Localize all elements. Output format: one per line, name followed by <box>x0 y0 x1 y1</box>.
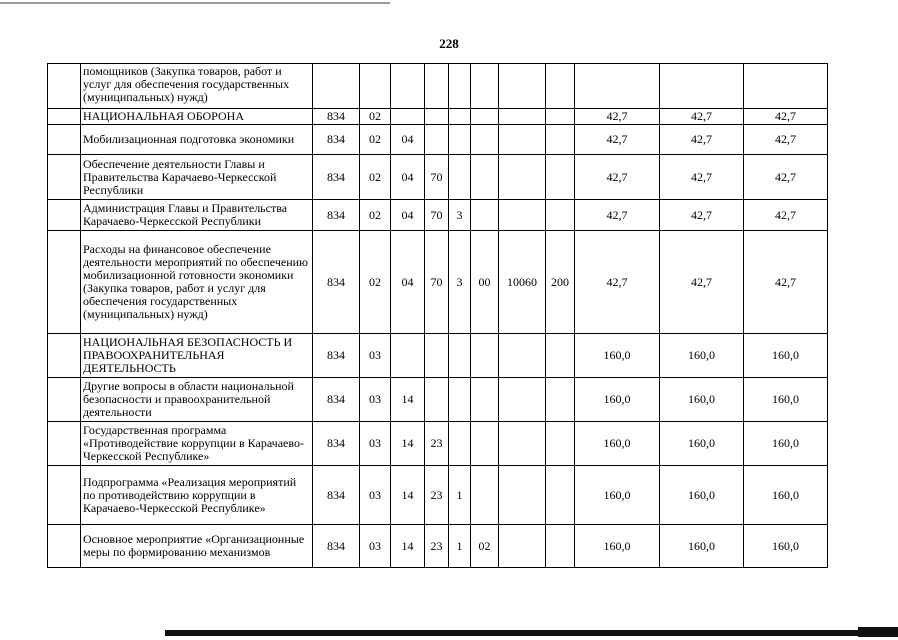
pr-cell: 14 <box>391 378 425 422</box>
amount-cell-1: 42,7 <box>575 200 660 231</box>
amount-cell-1: 42,7 <box>575 125 660 155</box>
vr-cell <box>546 525 575 568</box>
direction-cell: 10060 <box>499 231 546 334</box>
program-cell: 70 <box>425 231 449 334</box>
table-row <box>48 525 828 568</box>
row-name: Обеспечение деятельности Главы и Правительства Карачаево-Черкесской Республики <box>81 155 313 200</box>
amount-cell-2: 42,7 <box>660 109 744 125</box>
table-row <box>48 334 828 378</box>
blank-cell <box>48 525 81 568</box>
subprogram-cell: 1 <box>449 525 471 568</box>
subprogram-cell <box>449 334 471 378</box>
amount-cell-2: 160,0 <box>660 378 744 422</box>
pr-cell: 14 <box>391 466 425 525</box>
program-cell <box>425 378 449 422</box>
table-row <box>48 378 828 422</box>
amount-cell-1: 42,7 <box>575 155 660 200</box>
amount-cell-2: 42,7 <box>660 231 744 334</box>
amount-cell-3 <box>744 64 828 109</box>
program-cell: 23 <box>425 422 449 466</box>
blank-cell <box>48 109 81 125</box>
amount-cell-1: 160,0 <box>575 334 660 378</box>
table-row <box>48 466 828 525</box>
amount-cell-3: 42,7 <box>744 125 828 155</box>
event-cell <box>471 334 499 378</box>
subprogram-cell <box>449 422 471 466</box>
amount-cell-1: 160,0 <box>575 422 660 466</box>
vr-cell <box>546 334 575 378</box>
vr-cell <box>546 64 575 109</box>
vr-cell <box>546 155 575 200</box>
rz-cell: 02 <box>360 231 391 334</box>
ved-cell: 834 <box>313 378 360 422</box>
row-name: НАЦИОНАЛЬНАЯ БЕЗОПАСНОСТЬ И ПРАВООХРАНИТЕЛЬНАЯ ДЕЯТЕЛЬНОСТЬ <box>81 334 313 378</box>
row-name: помощников (Закупка товаров, работ и услуг для обеспечения государственных (муниципальных) нужд) <box>81 64 313 109</box>
event-cell <box>471 125 499 155</box>
rz-cell: 03 <box>360 334 391 378</box>
vr-cell: 200 <box>546 231 575 334</box>
pr-cell: 04 <box>391 200 425 231</box>
amount-cell-2: 42,7 <box>660 200 744 231</box>
program-cell <box>425 64 449 109</box>
amount-cell-3: 160,0 <box>744 334 828 378</box>
rz-cell: 03 <box>360 525 391 568</box>
scan-bottom-bar <box>165 630 898 636</box>
vr-cell <box>546 200 575 231</box>
rz-cell: 02 <box>360 155 391 200</box>
row-name: Мобилизационная подготовка экономики <box>81 125 313 155</box>
event-cell <box>471 378 499 422</box>
subprogram-cell <box>449 64 471 109</box>
pr-cell <box>391 64 425 109</box>
amount-cell-3: 160,0 <box>744 525 828 568</box>
rz-cell: 03 <box>360 422 391 466</box>
program-cell: 23 <box>425 466 449 525</box>
direction-cell <box>499 155 546 200</box>
budget-table <box>47 63 828 568</box>
vr-cell <box>546 109 575 125</box>
event-cell <box>471 109 499 125</box>
amount-cell-1: 42,7 <box>575 231 660 334</box>
amount-cell-2: 42,7 <box>660 155 744 200</box>
amount-cell-1: 160,0 <box>575 466 660 525</box>
subprogram-cell <box>449 155 471 200</box>
amount-cell-2 <box>660 64 744 109</box>
rz-cell: 02 <box>360 109 391 125</box>
event-cell: 00 <box>471 231 499 334</box>
pr-cell: 04 <box>391 231 425 334</box>
table-row <box>48 231 828 334</box>
row-name: Расходы на финансовое обеспечение деятельности мероприятий по обеспечению мобилизационной готовности экономики (Закупка товаров, работ и услуг для обеспечения государственных (муниципальных) нужд) <box>81 231 313 334</box>
pr-cell <box>391 334 425 378</box>
rz-cell: 03 <box>360 466 391 525</box>
scan-edge-line <box>0 2 390 4</box>
rz-cell: 03 <box>360 378 391 422</box>
ved-cell: 834 <box>313 200 360 231</box>
blank-cell <box>48 466 81 525</box>
table-row <box>48 200 828 231</box>
subprogram-cell <box>449 125 471 155</box>
amount-cell-3: 42,7 <box>744 109 828 125</box>
program-cell <box>425 125 449 155</box>
amount-cell-3: 160,0 <box>744 378 828 422</box>
pr-cell: 14 <box>391 422 425 466</box>
row-name: Подпрограмма «Реализация мероприятий по противодействию коррупции в Карачаево-Черкесской Республике» <box>81 466 313 525</box>
amount-cell-2: 42,7 <box>660 125 744 155</box>
direction-cell <box>499 109 546 125</box>
amount-cell-2: 160,0 <box>660 466 744 525</box>
direction-cell <box>499 466 546 525</box>
pr-cell: 04 <box>391 125 425 155</box>
amount-cell-3: 42,7 <box>744 231 828 334</box>
amount-cell-2: 160,0 <box>660 525 744 568</box>
amount-cell-2: 160,0 <box>660 422 744 466</box>
ved-cell: 834 <box>313 525 360 568</box>
amount-cell-3: 160,0 <box>744 466 828 525</box>
subprogram-cell: 3 <box>449 231 471 334</box>
direction-cell <box>499 422 546 466</box>
row-name: НАЦИОНАЛЬНАЯ ОБОРОНА <box>81 109 313 125</box>
ved-cell <box>313 64 360 109</box>
table-row <box>48 109 828 125</box>
ved-cell: 834 <box>313 231 360 334</box>
program-cell: 70 <box>425 200 449 231</box>
event-cell <box>471 64 499 109</box>
blank-cell <box>48 64 81 109</box>
program-cell <box>425 109 449 125</box>
amount-cell-1: 160,0 <box>575 378 660 422</box>
event-cell <box>471 200 499 231</box>
ved-cell: 834 <box>313 466 360 525</box>
blank-cell <box>48 334 81 378</box>
table-row <box>48 422 828 466</box>
direction-cell <box>499 200 546 231</box>
direction-cell <box>499 125 546 155</box>
vr-cell <box>546 422 575 466</box>
program-cell: 70 <box>425 155 449 200</box>
rz-cell: 02 <box>360 200 391 231</box>
amount-cell-1: 42,7 <box>575 109 660 125</box>
row-name: Основное мероприятие «Организационные меры по формированию механизмов <box>81 525 313 568</box>
pr-cell: 04 <box>391 155 425 200</box>
vr-cell <box>546 125 575 155</box>
direction-cell <box>499 378 546 422</box>
blank-cell <box>48 200 81 231</box>
event-cell <box>471 422 499 466</box>
direction-cell <box>499 334 546 378</box>
event-cell <box>471 155 499 200</box>
event-cell: 02 <box>471 525 499 568</box>
row-name: Другие вопросы в области национальной безопасности и правоохранительной деятельности <box>81 378 313 422</box>
direction-cell <box>499 64 546 109</box>
ved-cell: 834 <box>313 125 360 155</box>
rz-cell: 02 <box>360 125 391 155</box>
blank-cell <box>48 378 81 422</box>
table-row <box>48 64 828 109</box>
subprogram-cell <box>449 378 471 422</box>
ved-cell: 834 <box>313 109 360 125</box>
blank-cell <box>48 125 81 155</box>
blank-cell <box>48 422 81 466</box>
table-row <box>48 155 828 200</box>
rz-cell <box>360 64 391 109</box>
amount-cell-2: 160,0 <box>660 334 744 378</box>
amount-cell-1: 160,0 <box>575 525 660 568</box>
program-cell <box>425 334 449 378</box>
amount-cell-3: 42,7 <box>744 155 828 200</box>
page-number: 228 <box>439 36 459 51</box>
blank-cell <box>48 155 81 200</box>
pr-cell: 14 <box>391 525 425 568</box>
event-cell <box>471 466 499 525</box>
row-name: Администрация Главы и Правительства Карачаево-Черкесской Республики <box>81 200 313 231</box>
subprogram-cell <box>449 109 471 125</box>
pr-cell <box>391 109 425 125</box>
subprogram-cell: 3 <box>449 200 471 231</box>
vr-cell <box>546 378 575 422</box>
ved-cell: 834 <box>313 422 360 466</box>
ved-cell: 834 <box>313 334 360 378</box>
ved-cell: 834 <box>313 155 360 200</box>
direction-cell <box>499 525 546 568</box>
blank-cell <box>48 231 81 334</box>
table-row <box>48 125 828 155</box>
subprogram-cell: 1 <box>449 466 471 525</box>
row-name: Государственная программа «Противодействие коррупции в Карачаево-Черкесской Республике» <box>81 422 313 466</box>
amount-cell-1 <box>575 64 660 109</box>
amount-cell-3: 42,7 <box>744 200 828 231</box>
vr-cell <box>546 466 575 525</box>
amount-cell-3: 160,0 <box>744 422 828 466</box>
program-cell: 23 <box>425 525 449 568</box>
